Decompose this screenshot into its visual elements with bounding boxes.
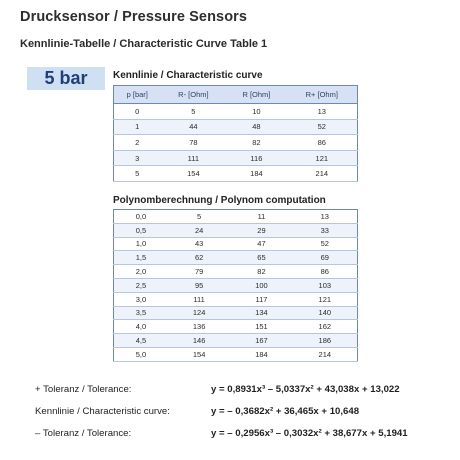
table-cell: 184 xyxy=(226,166,286,182)
table-row xyxy=(114,320,358,334)
table-cell: 124 xyxy=(168,306,230,320)
table-cell: 162 xyxy=(293,320,358,334)
table-cell: 4,0 xyxy=(114,320,168,334)
table-cell: 78 xyxy=(161,135,227,151)
table-row xyxy=(114,104,358,120)
table-cell: 151 xyxy=(230,320,292,334)
range-badge: 5 bar xyxy=(27,67,105,90)
table-cell: 3,5 xyxy=(114,306,168,320)
table-cell: 2 xyxy=(114,135,161,151)
table-cell: 100 xyxy=(230,278,292,292)
table-cell: 121 xyxy=(287,150,358,166)
table-cell: 5 xyxy=(161,104,227,120)
characteristic-header-row xyxy=(114,86,358,104)
table-cell: 86 xyxy=(293,265,358,279)
table-row xyxy=(114,166,358,182)
table-row xyxy=(114,347,358,361)
table-cell: 2,5 xyxy=(114,278,168,292)
table-cell: 82 xyxy=(230,265,292,279)
polynom-table xyxy=(113,209,358,362)
table-cell: 111 xyxy=(161,150,227,166)
table-cell: 11 xyxy=(230,210,292,224)
table-cell: 48 xyxy=(226,119,286,135)
table-cell: 47 xyxy=(230,237,292,251)
table-row xyxy=(114,292,358,306)
table-cell: 24 xyxy=(168,223,230,237)
formula-label: – Toleranz / Tolerance: xyxy=(35,428,132,439)
table-cell: 214 xyxy=(287,166,358,182)
column-header: R [Ohm] xyxy=(226,86,286,104)
formula-equation: y = – 0,2956x³ – 0,3032x² + 38,677x + 5,1941 xyxy=(211,428,408,439)
table-cell: 62 xyxy=(168,251,230,265)
table-cell: 3 xyxy=(114,150,161,166)
table-cell: 117 xyxy=(230,292,292,306)
page-subtitle: Kennlinie-Tabelle / Characteristic Curve Table 1 xyxy=(20,38,268,50)
table-cell: 86 xyxy=(287,135,358,151)
formula-label: Kennlinie / Characteristic curve: xyxy=(35,406,170,417)
table-cell: 154 xyxy=(168,347,230,361)
table-cell: 33 xyxy=(293,223,358,237)
table-row xyxy=(114,150,358,166)
characteristic-table xyxy=(113,85,358,182)
table-cell: 1,5 xyxy=(114,251,168,265)
table-row xyxy=(114,223,358,237)
table-cell: 10 xyxy=(226,104,286,120)
column-header: p [bar] xyxy=(114,86,161,104)
table-cell: 5 xyxy=(168,210,230,224)
table-cell: 13 xyxy=(287,104,358,120)
table-row xyxy=(114,135,358,151)
table-cell: 214 xyxy=(293,347,358,361)
table-cell: 52 xyxy=(293,237,358,251)
table-cell: 5 xyxy=(114,166,161,182)
table-cell: 0 xyxy=(114,104,161,120)
table-row xyxy=(114,251,358,265)
table-cell: 146 xyxy=(168,334,230,348)
formula-equation: y = 0,8931x³ – 5,0337x² + 43,038x + 13,022 xyxy=(211,384,400,395)
table-row xyxy=(114,306,358,320)
table-cell: 43 xyxy=(168,237,230,251)
table-row xyxy=(114,334,358,348)
table-cell: 79 xyxy=(168,265,230,279)
formula-label: + Toleranz / Tolerance: xyxy=(35,384,132,395)
table-cell: 95 xyxy=(168,278,230,292)
table-cell: 3,0 xyxy=(114,292,168,306)
column-header: R+ [Ohm] xyxy=(287,86,358,104)
column-header: R- [Ohm] xyxy=(161,86,227,104)
table-row xyxy=(114,210,358,224)
table-cell: 1,0 xyxy=(114,237,168,251)
table-row xyxy=(114,119,358,135)
table-cell: 140 xyxy=(293,306,358,320)
table-cell: 184 xyxy=(230,347,292,361)
page-title: Drucksensor / Pressure Sensors xyxy=(20,9,248,25)
table-cell: 186 xyxy=(293,334,358,348)
table-cell: 2,0 xyxy=(114,265,168,279)
table-row xyxy=(114,237,358,251)
table-cell: 82 xyxy=(226,135,286,151)
polynom-caption: Polynomberechnung / Polynom computation xyxy=(113,195,326,206)
table-cell: 103 xyxy=(293,278,358,292)
table-cell: 0,0 xyxy=(114,210,168,224)
table-cell: 134 xyxy=(230,306,292,320)
characteristic-caption: Kennlinie / Characteristic curve xyxy=(113,70,263,81)
table-cell: 116 xyxy=(226,150,286,166)
characteristic-table-body xyxy=(114,104,358,182)
table-row xyxy=(114,265,358,279)
table-cell: 136 xyxy=(168,320,230,334)
table-cell: 111 xyxy=(168,292,230,306)
table-cell: 167 xyxy=(230,334,292,348)
formula-equation: y = – 0,3682x² + 36,465x + 10,648 xyxy=(211,406,360,417)
table-cell: 4,5 xyxy=(114,334,168,348)
table-row xyxy=(114,278,358,292)
table-cell: 69 xyxy=(293,251,358,265)
table-cell: 29 xyxy=(230,223,292,237)
table-cell: 5,0 xyxy=(114,347,168,361)
polynom-table-body xyxy=(114,210,358,362)
table-cell: 44 xyxy=(161,119,227,135)
table-cell: 0,5 xyxy=(114,223,168,237)
table-cell: 154 xyxy=(161,166,227,182)
table-cell: 121 xyxy=(293,292,358,306)
table-cell: 52 xyxy=(287,119,358,135)
table-cell: 1 xyxy=(114,119,161,135)
table-cell: 65 xyxy=(230,251,292,265)
table-cell: 13 xyxy=(293,210,358,224)
